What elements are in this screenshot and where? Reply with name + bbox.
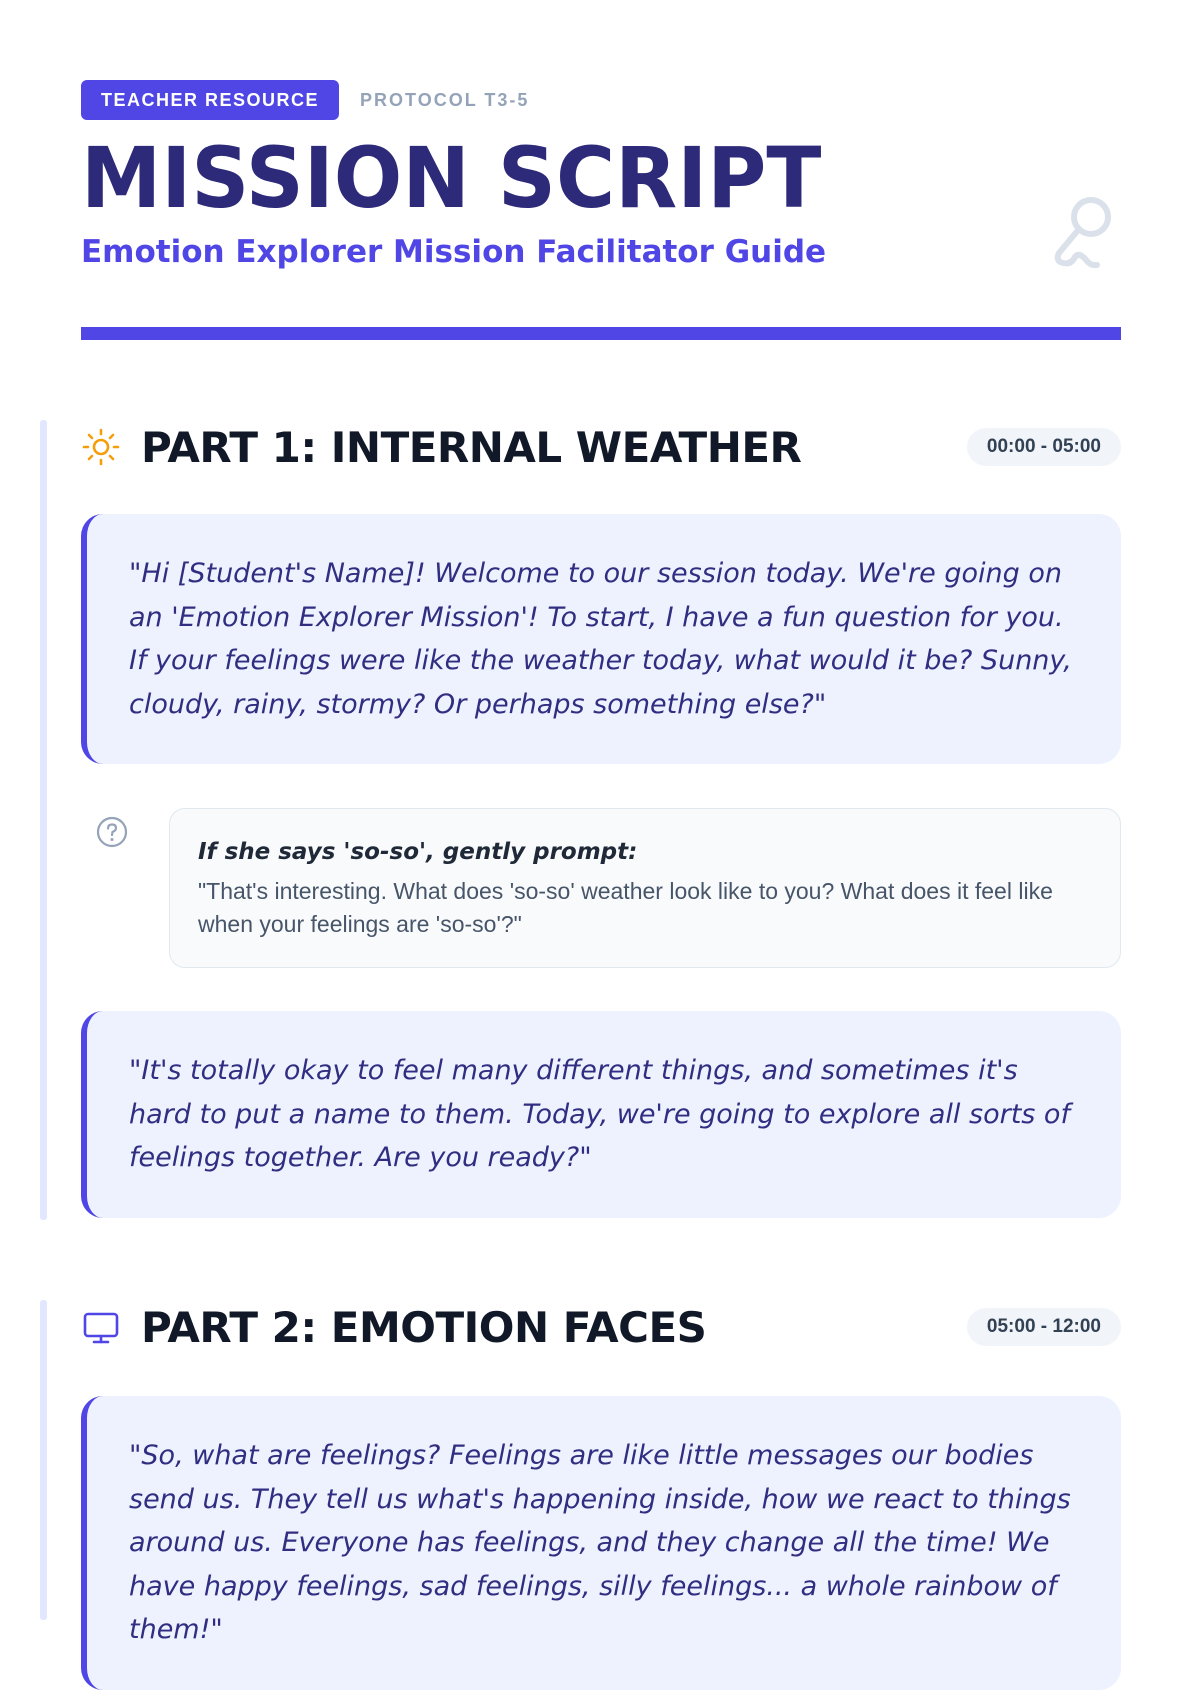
script-quote: "It's totally okay to feel many different things, and sometimes it's hard to put a name to them. Today, we're going to explore all sorts of feelings together. Are you ready?"	[81, 1011, 1121, 1218]
prompt-box	[169, 808, 1121, 968]
page-header	[81, 80, 1121, 270]
header-divider	[81, 327, 1121, 340]
prompt-text: "That's interesting. What does 'so-so' weather look like to you? What does it feel like when your feelings are 'so-so'?"	[198, 878, 1053, 937]
time-range-badge: 05:00 - 12:00	[967, 1308, 1121, 1346]
time-range-badge: 00:00 - 05:00	[967, 428, 1121, 466]
section-rail	[40, 420, 47, 1220]
protocol-label: PROTOCOL T3-5	[360, 89, 530, 110]
prompt-title: If she says 'so-so', gently prompt:	[198, 839, 638, 865]
page-subtitle: Emotion Explorer Mission Facilitator Guide	[81, 234, 827, 270]
section-rail	[40, 1300, 47, 1620]
section-title: PART 2: EMOTION FACES	[141, 1302, 707, 1352]
script-quote: "Hi [Student's Name]! Welcome to our session today. We're going on an 'Emotion Explorer Mission'! To start, I have a fun question for you. If your feelings were like the weather today, what would it be? Sunny, cloudy, rainy, stormy? Or perhaps something else?"	[81, 514, 1121, 764]
page-title: MISSION SCRIPT	[81, 129, 822, 227]
section-header	[81, 424, 1121, 470]
sun-icon	[81, 427, 121, 467]
script-quote: "So, what are feelings? Feelings are like little messages our bodies send us. They tell us what's happening inside, how we react to things around us. Everyone has feelings, and they change all the time! We have happy feelings, sad feelings, silly feelings... a whole rainbow of them!"	[81, 1396, 1121, 1690]
monitor-icon	[81, 1307, 121, 1347]
section-title: PART 1: INTERNAL WEATHER	[141, 422, 802, 472]
microphone-icon	[1049, 195, 1115, 273]
question-icon	[96, 816, 128, 848]
badge-row	[81, 80, 1121, 120]
resource-badge: TEACHER RESOURCE	[81, 80, 339, 120]
section-header	[81, 1304, 1121, 1350]
